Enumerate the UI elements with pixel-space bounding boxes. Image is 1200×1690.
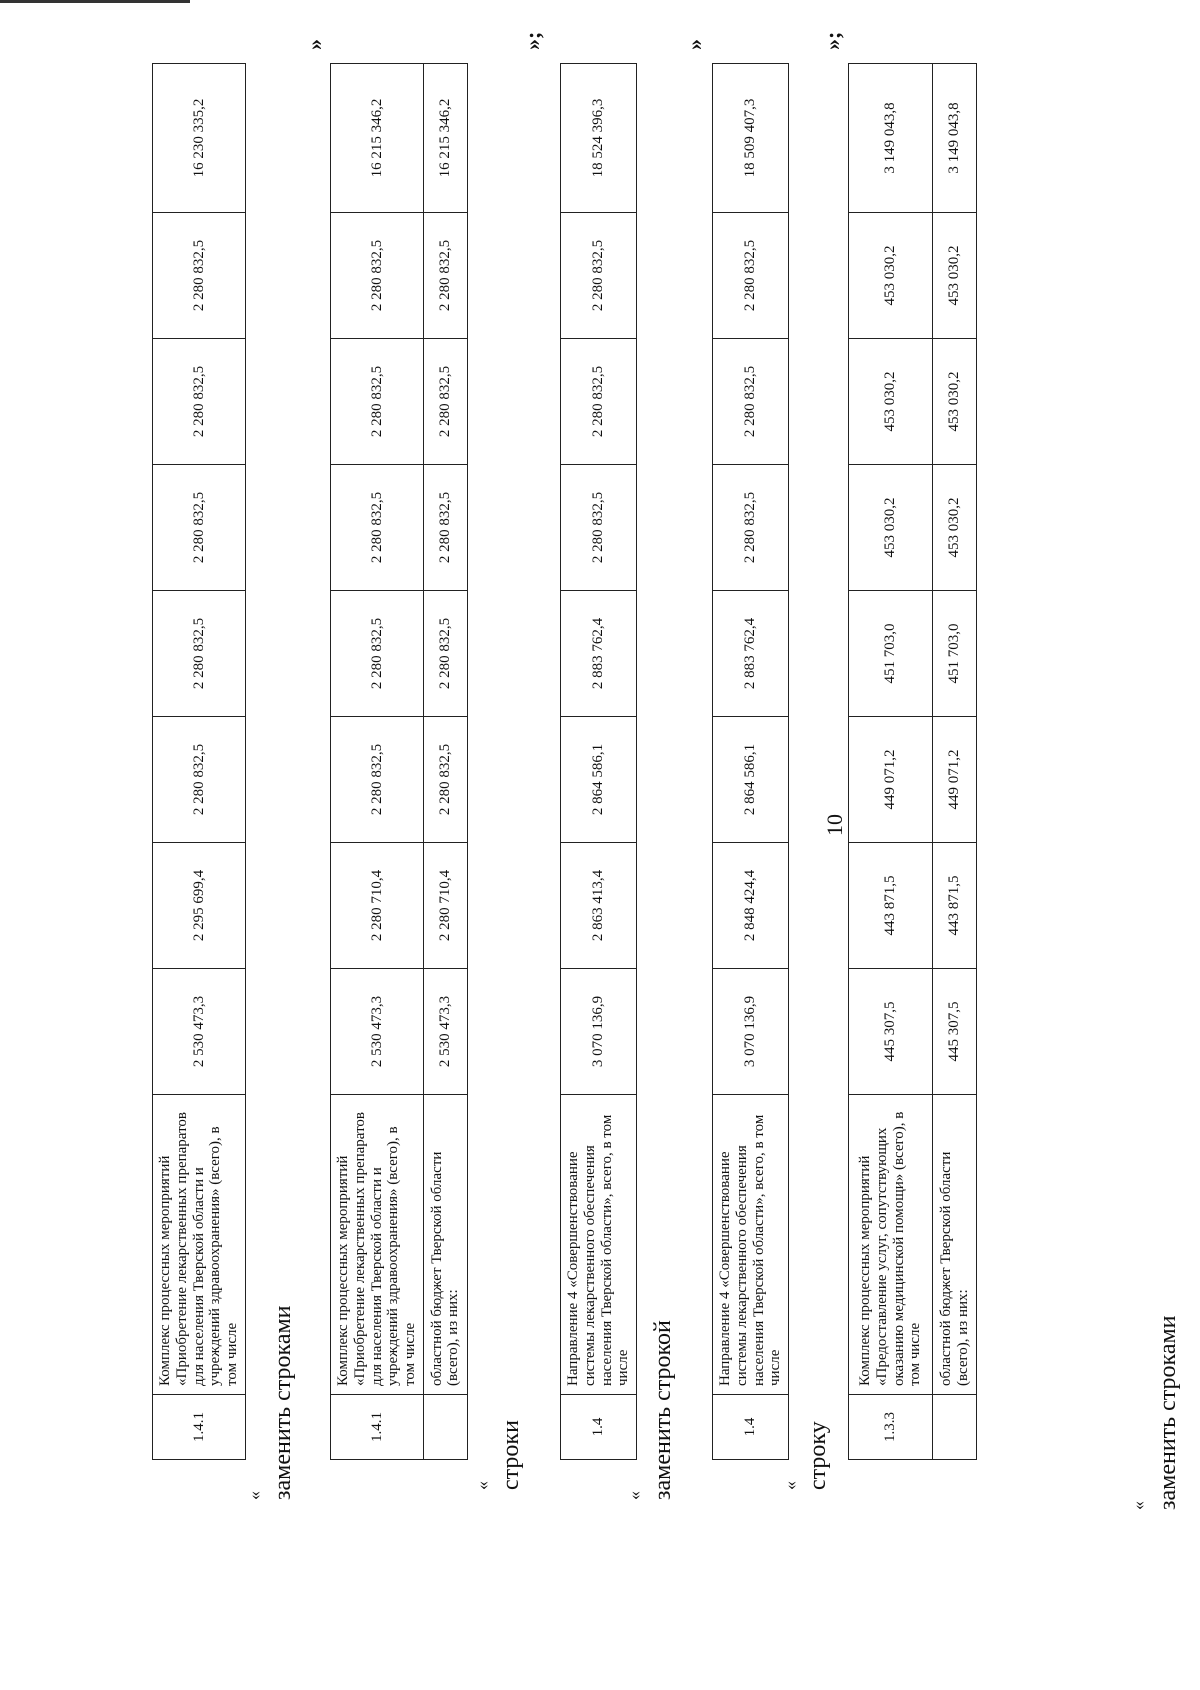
open-quote-1: « (1128, 1501, 1148, 1510)
row-value: 2 280 832,5 (153, 339, 246, 465)
table-section-2 (712, 63, 789, 1460)
row-value: 2 280 832,5 (561, 465, 637, 591)
row-code: 1.4.1 (153, 1395, 246, 1460)
row-value: 2 883 762,4 (561, 591, 637, 717)
row-name: областной бюджет Тверской области (всего), из них: (933, 1095, 977, 1395)
row-value: 453 030,2 (849, 339, 933, 465)
row-value: 2 280 832,5 (423, 591, 467, 717)
row-value: 3 070 136,9 (561, 969, 637, 1095)
row-value: 2 280 832,5 (713, 213, 789, 339)
row-value: 2 863 413,4 (561, 843, 637, 969)
row-value: 2 280 832,5 (713, 339, 789, 465)
row-name: Направление 4 «Совершенствование системы лекарственного обеспечения населения Тверской области», всего, в том числе (713, 1095, 789, 1395)
row-value: 2 280 832,5 (423, 339, 467, 465)
row-value: 2 280 832,5 (561, 339, 637, 465)
row-name: Направление 4 «Совершенствование системы лекарственного обеспечения населения Тверской области», всего, в том числе (561, 1095, 637, 1395)
page-number: 10 (822, 814, 847, 836)
row-value: 2 280 832,5 (423, 717, 467, 843)
row-value: 2 295 699,4 (153, 843, 246, 969)
row-name: Комплекс процессных мероприятий «Приобретение лекарственных препаратов для населения Тверской области и учреждений здравоохранения» (всего), в том числе (153, 1095, 246, 1395)
section-intro-4: строки (498, 1420, 524, 1490)
row-value: 449 071,2 (849, 717, 933, 843)
open-quote-5: « (244, 1491, 264, 1500)
row-value: 2 280 832,5 (423, 465, 467, 591)
table-row (713, 64, 789, 1460)
row-name: областной бюджет Тверской области (всего), из них: (423, 1095, 467, 1395)
row-code: 1.4.1 (331, 1395, 424, 1460)
row-value: 2 280 832,5 (331, 465, 424, 591)
row-value: 2 883 762,4 (713, 591, 789, 717)
row-code (933, 1395, 977, 1460)
table-row (153, 64, 246, 1460)
row-value: 2 530 473,3 (153, 969, 246, 1095)
row-value: 2 280 832,5 (713, 465, 789, 591)
row-value: 445 307,5 (849, 969, 933, 1095)
row-value: 2 280 832,5 (153, 591, 246, 717)
row-code: 1.4 (561, 1395, 637, 1460)
row-value: 2 530 473,3 (331, 969, 424, 1095)
row-value: 2 280 832,5 (153, 717, 246, 843)
row-value: 2 280 832,5 (331, 717, 424, 843)
close-quote-1: »; (820, 31, 845, 50)
row-value: 2 530 473,3 (423, 969, 467, 1095)
row-value: 2 280 710,4 (423, 843, 467, 969)
row-total: 3 149 043,8 (849, 64, 933, 213)
table-row (933, 64, 977, 1460)
section-intro-1: заменить строками (1155, 1315, 1181, 1510)
section-intro-3: заменить строкой (650, 1320, 676, 1500)
open-quote-3: « (624, 1491, 644, 1500)
table-section-4 (330, 63, 468, 1460)
table-row (561, 64, 637, 1460)
row-value: 2 280 710,4 (331, 843, 424, 969)
row-value: 449 071,2 (933, 717, 977, 843)
row-value: 443 871,5 (933, 843, 977, 969)
row-value: 451 703,0 (849, 591, 933, 717)
row-value: 453 030,2 (849, 465, 933, 591)
row-value: 2 848 424,4 (713, 843, 789, 969)
row-value: 3 070 136,9 (713, 969, 789, 1095)
table-row (423, 64, 467, 1460)
close-quote-4: » (302, 39, 327, 50)
row-value: 2 864 586,1 (561, 717, 637, 843)
row-value: 453 030,2 (933, 213, 977, 339)
row-value: 2 864 586,1 (713, 717, 789, 843)
row-value: 445 307,5 (933, 969, 977, 1095)
table-row (331, 64, 424, 1460)
row-value: 451 703,0 (933, 591, 977, 717)
close-quote-2: » (682, 39, 707, 50)
row-code: 1.4 (713, 1395, 789, 1460)
row-value: 2 280 832,5 (153, 213, 246, 339)
row-value: 2 280 832,5 (561, 213, 637, 339)
row-total: 18 524 396,3 (561, 64, 637, 213)
section-intro-2: строку (805, 1421, 831, 1490)
row-total: 16 230 335,2 (153, 64, 246, 213)
row-name: Комплекс процессных мероприятий «Приобретение лекарственных препаратов для населения Тверской области и учреждений здравоохранения» (всего), в том числе (331, 1095, 424, 1395)
close-quote-3: »; (520, 31, 545, 50)
row-value: 443 871,5 (849, 843, 933, 969)
row-value: 453 030,2 (933, 339, 977, 465)
row-code: 1.3.3 (849, 1395, 933, 1460)
row-value: 453 030,2 (933, 465, 977, 591)
table-section-3 (560, 63, 637, 1460)
table-row (849, 64, 933, 1460)
row-total: 16 215 346,2 (423, 64, 467, 213)
row-value: 2 280 832,5 (331, 339, 424, 465)
open-quote-4: « (472, 1481, 492, 1490)
row-value: 2 280 832,5 (331, 213, 424, 339)
row-total: 18 509 407,3 (713, 64, 789, 213)
row-value: 2 280 832,5 (423, 213, 467, 339)
open-quote-2: « (780, 1481, 800, 1490)
section-intro-5: заменить строками (270, 1305, 296, 1500)
row-value: 453 030,2 (849, 213, 933, 339)
row-total: 16 215 346,2 (331, 64, 424, 213)
row-total: 3 149 043,8 (933, 64, 977, 213)
row-code (423, 1395, 467, 1460)
table-section-1 (848, 63, 977, 1460)
row-value: 2 280 832,5 (331, 591, 424, 717)
row-value: 2 280 832,5 (153, 465, 246, 591)
table-section-5 (152, 63, 246, 1460)
row-name: Комплекс процессных мероприятий «Предоставление услуг, сопутствующих оказанию медицинской помощи» (всего), в том числе (849, 1095, 933, 1395)
